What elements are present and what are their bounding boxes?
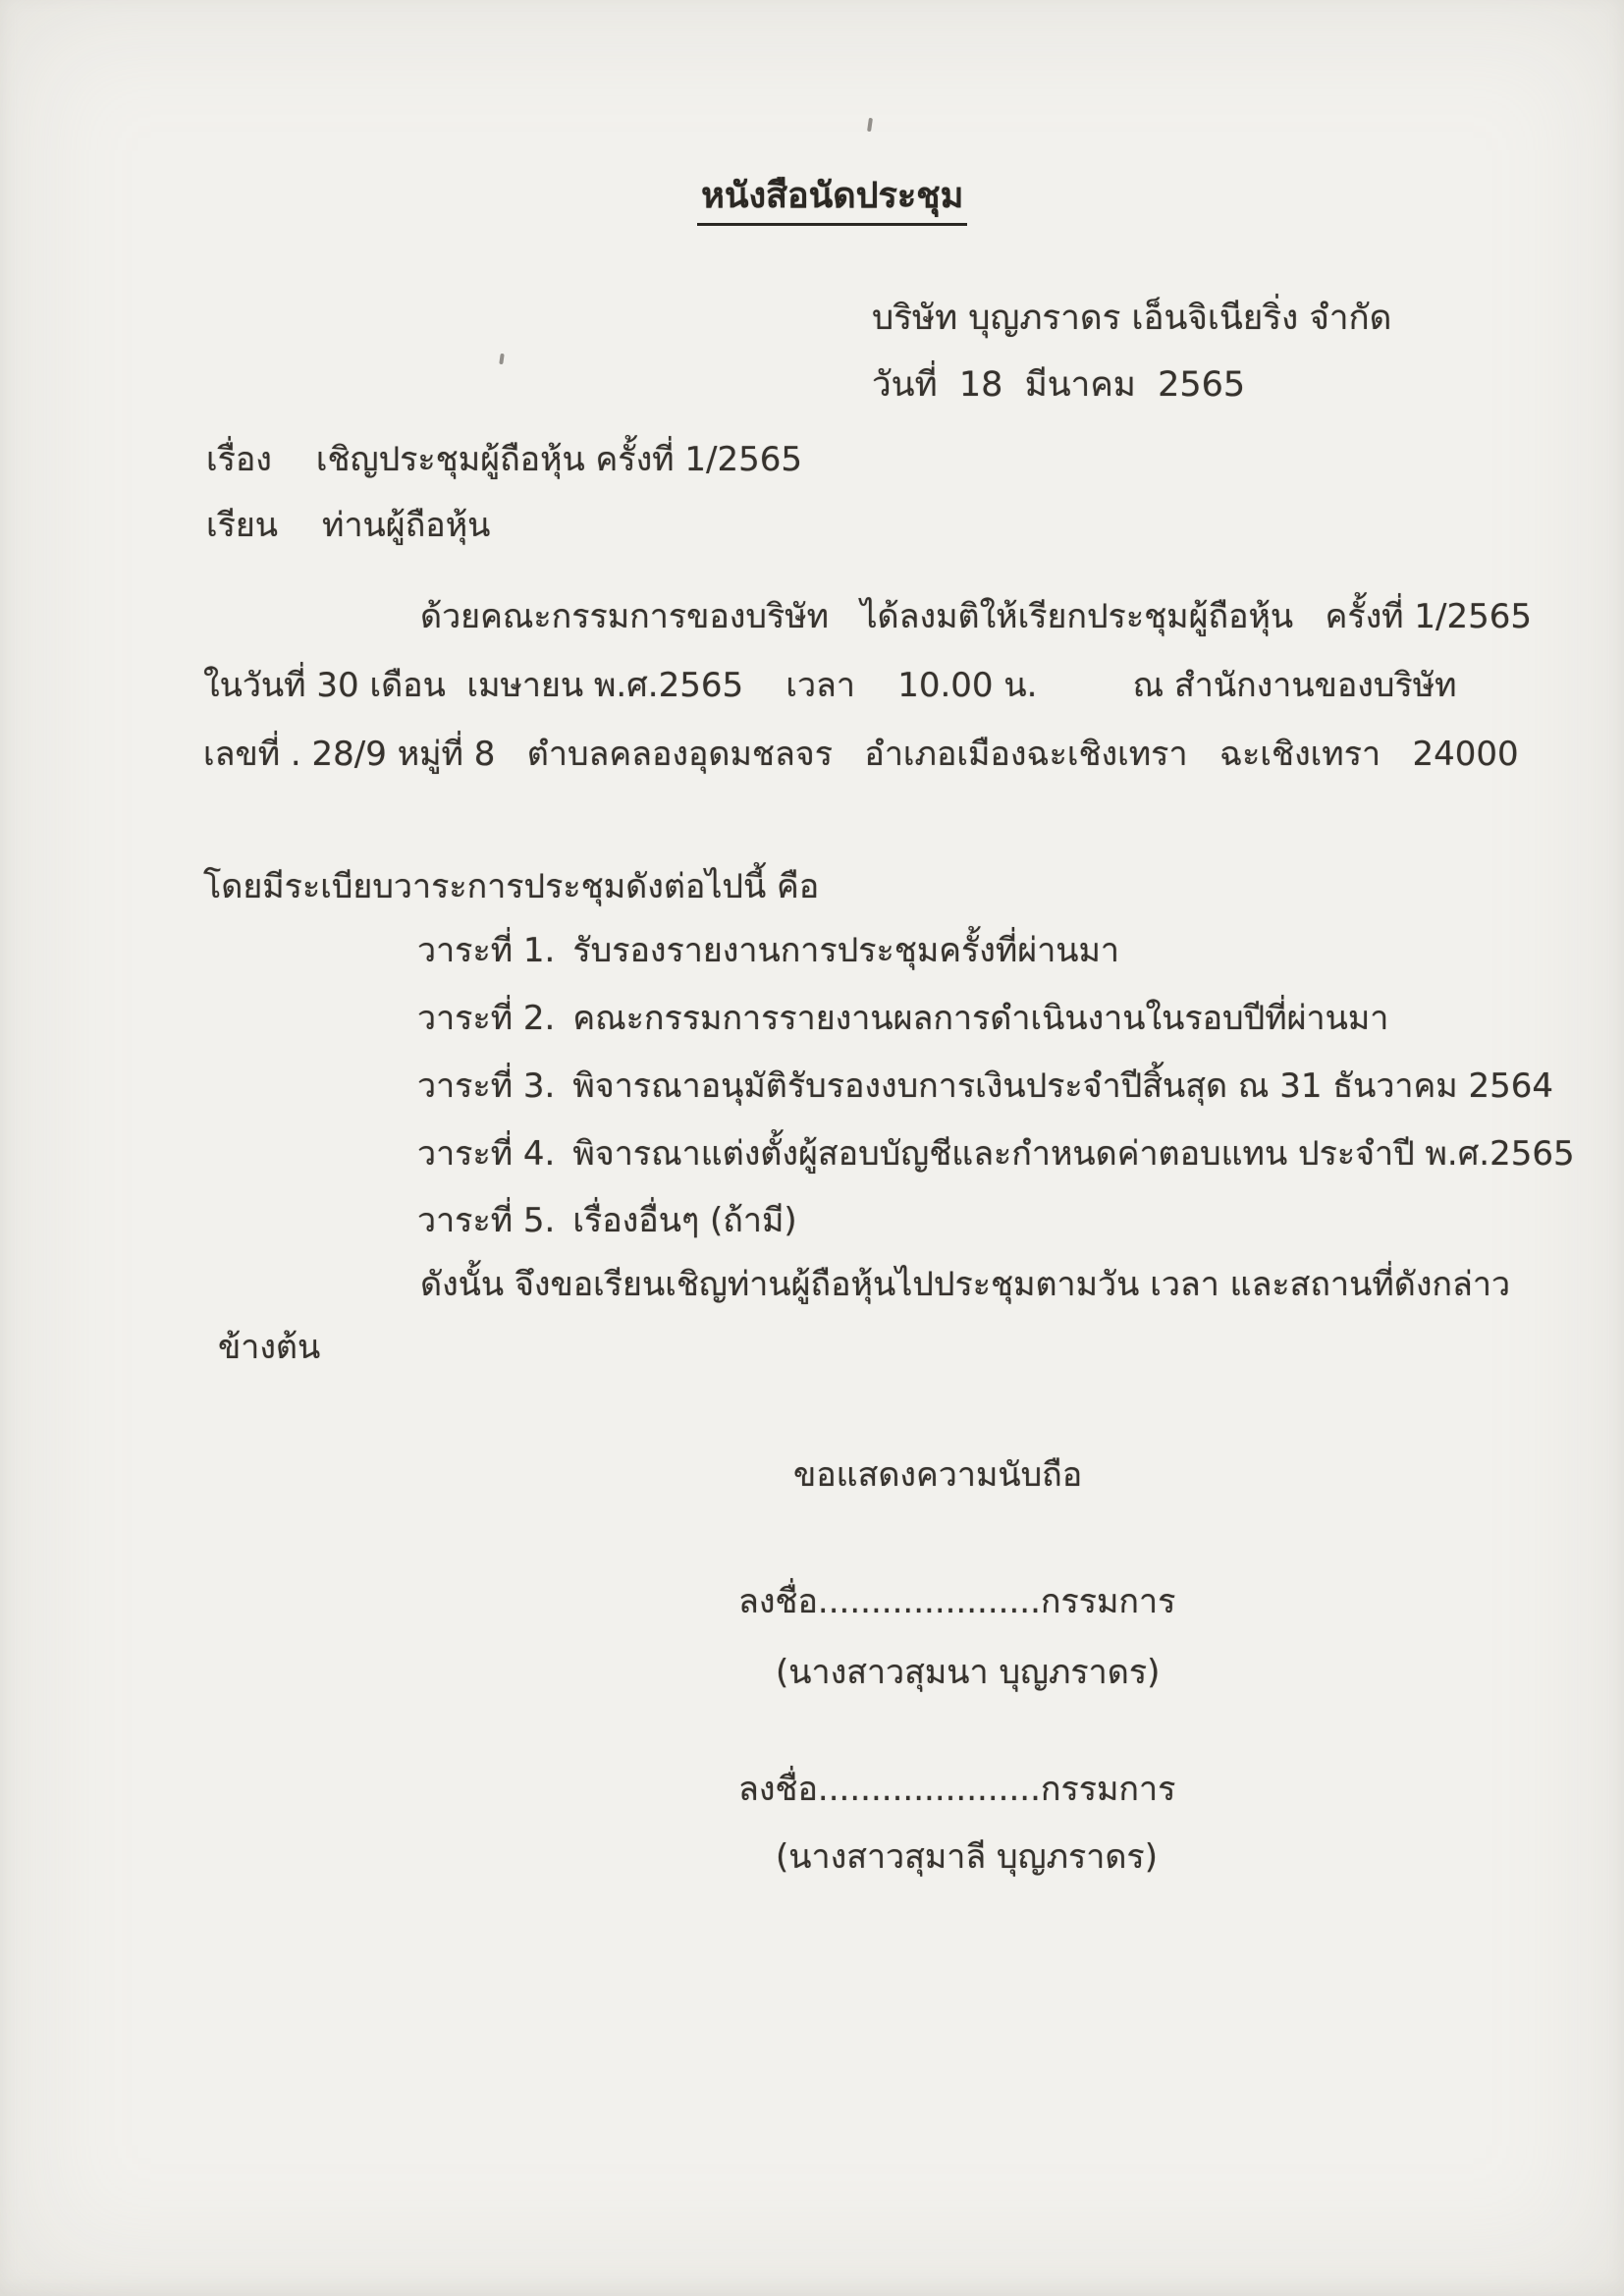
agenda-item [417,1066,1553,1108]
signature-name: (นางสาวสุมาลี บุญภราดร) [776,1837,1158,1877]
document-title [648,130,967,270]
company-name: บริษัท บุญภราดร เอ็นจิเนียริ่ง จำกัด [872,299,1392,338]
agenda-item-text: เรื่องอื่นๆ (ถ้ามี) [572,1201,797,1240]
signature-name: (นางสาวสุมนา บุญภราดร) [776,1653,1161,1692]
agenda-item [417,1133,1575,1175]
scan-artifact [499,354,504,364]
agenda-item [417,1200,797,1242]
body-line-2: ในวันที่ 30 เดือน เมษายน พ.ศ.2565 เวลา 10.00 น. ณ สำนักงานของบริษัท [203,666,1457,705]
signature-line: ลงชื่อ.....................กรรมการ [738,1770,1176,1809]
agenda-item-label: วาระที่ 4. [417,1134,556,1174]
body-line-1: ด้วยคณะกรรมการของบริษัท ได้ลงมติให้เรียกประชุมผู้ถือหุ้น ครั้งที่ 1/2565 [420,597,1533,636]
agenda-item-label: วาระที่ 2. [417,999,556,1038]
agenda-item-text: พิจารณาแต่งตั้งผู้สอบบัญชีและกำหนดค่าตอบแทน ประจำปี พ.ศ.2565 [572,1134,1575,1174]
agenda-intro: โดยมีระเบียบวาระการประชุมดังต่อไปนี้ คือ [203,867,820,906]
agenda-item-label: วาระที่ 5. [417,1201,556,1240]
subject-label: เรื่อง [206,440,272,479]
body-line-3: เลขที่ . 28/9 หมู่ที่ 8 ตำบลคลองอุดมชลจร อำเภอเมืองฉะเชิงเทรา ฉะเชิงเทรา 24000 [203,735,1519,774]
agenda-item-text: คณะกรรมการรายงานผลการดำเนินงานในรอบปีที่ผ่านมา [572,999,1389,1038]
regards-line: ขอแสดงความนับถือ [793,1455,1083,1495]
subject-text: เชิญประชุมผู้ถือหุ้น ครั้งที่ 1/2565 [315,440,802,479]
salutation-text: ท่านผู้ถือหุ้น [322,506,491,545]
agenda-item-label: วาระที่ 1. [417,931,556,970]
agenda-item [417,998,1388,1040]
agenda-item-text: รับรองรายงานการประชุมครั้งที่ผ่านมา [572,931,1120,970]
subject-line [206,439,802,481]
document-title-text: หนังสือนัดประชุม [697,174,967,226]
signature-line: ลงชื่อ.....................กรรมการ [738,1582,1176,1621]
salutation-line [206,505,490,547]
closing-line-1: ดังนั้น จึงขอเรียนเชิญท่านผู้ถือหุ้นไปประชุมตามวัน เวลา และสถานที่ดังกล่าว [420,1265,1511,1304]
date-line: วันที่ 18 มีนาคม 2565 [872,365,1246,405]
agenda-item-text: พิจารณาอนุมัติรับรองงบการเงินประจำปีสิ้นสุด ณ 31 ธันวาคม 2564 [572,1066,1553,1106]
agenda-item [417,930,1119,972]
salutation-label: เรียน [206,506,279,545]
closing-line-2: ข้างต้น [218,1328,321,1367]
agenda-item-label: วาระที่ 3. [417,1066,556,1106]
